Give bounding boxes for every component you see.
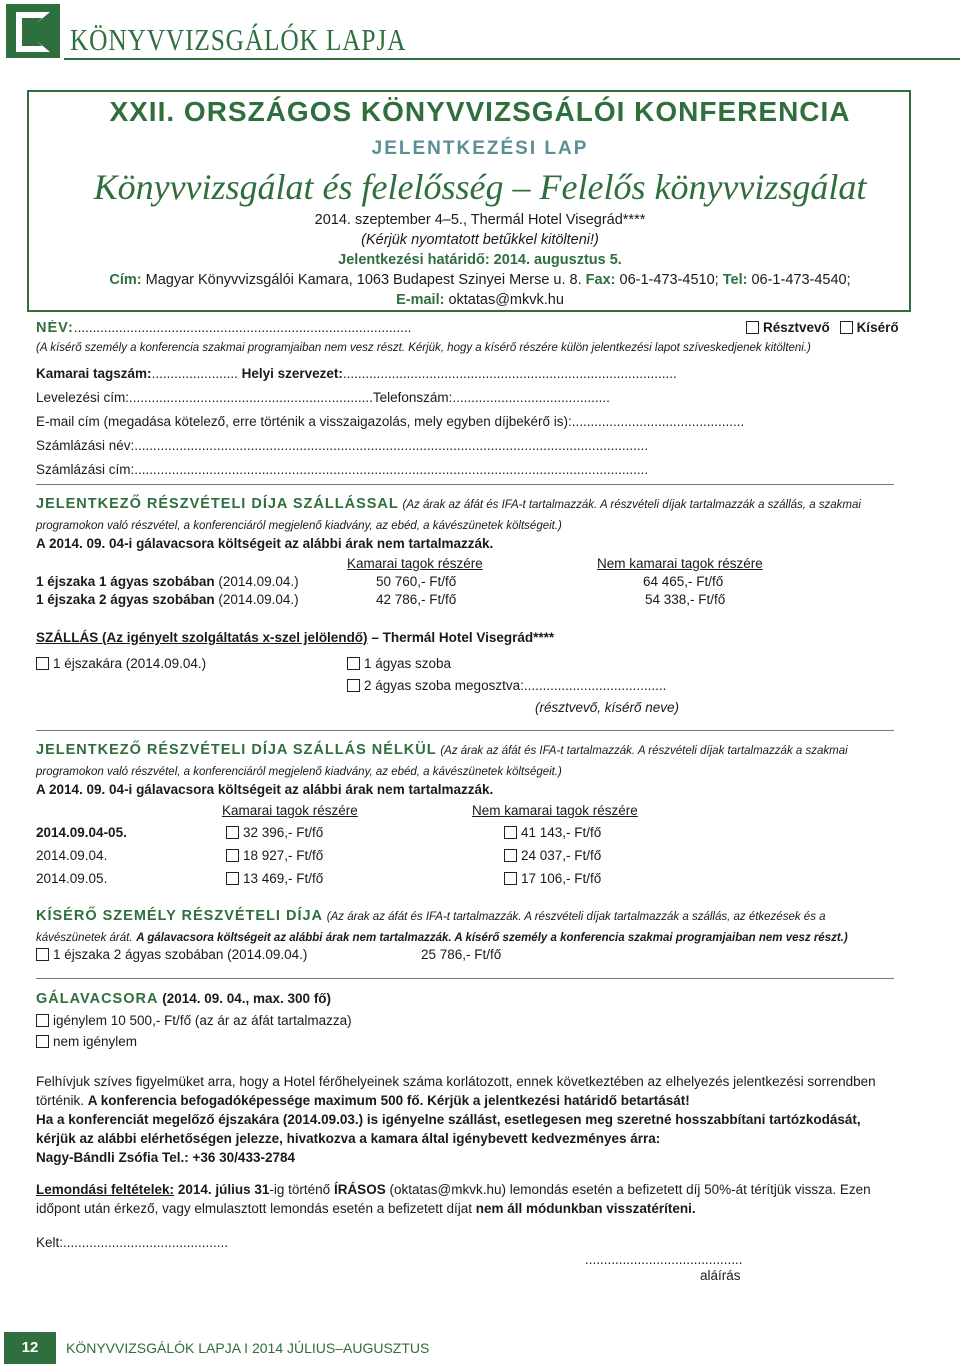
date-field[interactable]: ............................................ [63, 1235, 229, 1250]
sec1-col1: Kamarai tagok részére [347, 556, 483, 571]
billing-addr-row: Számlázási cím:......................................................................................................................................... [36, 462, 649, 477]
sec2-option: 13 469,- Ft/fő [226, 871, 323, 886]
email-row: E-mail cím (megadása kötelező, erre történik a visszaigazolás, mely egyben díjbekérő is):.............................................. [36, 414, 745, 429]
gala-heading: GÁLAVACSORA (2014. 09. 04., max. 300 fő) [36, 991, 332, 1007]
sec3-price: 25 786,- Ft/fő [421, 947, 502, 962]
sec1-row-1: 1 éjszaka 2 ágyas szobában (2014.09.04.) [36, 592, 299, 607]
participant-checkbox[interactable] [746, 321, 759, 334]
price-checkbox[interactable] [504, 872, 517, 885]
sec2-gala: A 2014. 09. 04-i gálavacsora költségeit az alábbi árak nem tartalmazzák. [36, 782, 494, 797]
name-row: NÉV:.......................................................................................... [36, 320, 412, 336]
header-title: KÖNYVVIZSGÁLÓK LAPJA [70, 22, 407, 57]
phone-field[interactable]: .......................................... [452, 390, 610, 405]
price-checkbox[interactable] [504, 826, 517, 839]
sec2-row-label: 2014.09.04-05. [36, 825, 127, 840]
price-checkbox[interactable] [226, 826, 239, 839]
sec1-gala: A 2014. 09. 04-i gálavacsora költségeit az alábbi árak nem tartalmazzák. [36, 536, 494, 551]
roommate-hint: (résztvevő, kísérő neve) [535, 700, 680, 715]
divider [36, 978, 894, 979]
header-rule [64, 58, 960, 60]
sec3-option: 1 éjszaka 2 ágyas szobában (2014.09.04.) [36, 947, 307, 962]
fill-note: (Kérjük nyomtatott betűkkel kitölteni!) [361, 232, 599, 248]
companion-room-checkbox[interactable] [36, 948, 49, 961]
gala-no-checkbox[interactable] [36, 1035, 49, 1048]
form-subtitle: JELENTKEZÉSI LAP [371, 138, 589, 159]
sec2-option: 18 927,- Ft/fő [226, 848, 323, 863]
date-row: Kelt:............................................ [36, 1235, 229, 1250]
price-checkbox[interactable] [504, 849, 517, 862]
sec1-intro: JELENTKEZŐ RÉSZVÉTELI DÍJA SZÁLLÁSSAL (Az árak az áfát és IFA-t tartalmazzák. A részvételi díjak tartalmazzák a szállás, a szakmai programokon való részvétel, a konferenciáról megjelenő kiadvány, az ebéd, a kávészünetek költségeit.) [36, 496, 861, 532]
sec3-intro: KÍSÉRŐ SZEMÉLY RÉSZVÉTELI DÍJA (Az árak az áfát és IFA-t tartalmazzák. A részvételi díjak tartalmazzák a szállás, az étkezések és a kávészünetek árát. A gálavacsora költségeit az alábbi árak nem tartalmazzák. A kísérő személy a konferencia szakmai programjaiban nem vesz részt.) [36, 908, 848, 944]
deadline: Jelentkezési határidő: 2014. augusztus 5. [338, 252, 622, 268]
email-field[interactable]: .............................................. [571, 414, 745, 429]
signature-line[interactable]: .......................................... [585, 1252, 743, 1267]
sec2-option: 41 143,- Ft/fő [504, 825, 601, 840]
footer-text: KÖNYVVIZSGÁLÓK LAPJA I 2014 JÚLIUS–AUGUSZTUS [66, 1340, 430, 1356]
name-field[interactable]: .......................................................................................... [73, 320, 412, 335]
page-header [0, 0, 960, 66]
lodging-night: 1 éjszakára (2014.09.04.) [36, 656, 206, 671]
gala-yes: igénylem 10 500,- Ft/fő (az ár az áfát tartalmazza) [36, 1013, 352, 1028]
page-number: 12 [4, 1332, 56, 1364]
sec2-row-label: 2014.09.04. [36, 848, 108, 863]
conference-motto: Könyvvizsgálat és felelősség – Felelős könyvvizsgálat [93, 167, 867, 207]
sec1-price: 54 338,- Ft/fő [645, 592, 726, 607]
price-checkbox[interactable] [226, 872, 239, 885]
single-room-checkbox[interactable] [347, 657, 360, 670]
double-room-checkbox[interactable] [347, 679, 360, 692]
sec1-row-0: 1 éjszaka 1 ágyas szobában (2014.09.04.) [36, 574, 299, 589]
sec2-intro: JELENTKEZŐ RÉSZVÉTELI DÍJA SZÁLLÁS NÉLKÜL (Az árak az áfát és IFA-t tartalmazzák. A részvételi díjak tartalmazzák a szakmai programokon való részvétel, a konferenciáról megjelenő kiadvány, az ebéd, a kávészünetek költségeit.) [36, 742, 848, 778]
member-row: Kamarai tagszám:....................... Helyi szervezet:......................................................................................... [36, 366, 677, 381]
role-options: Résztvevő Kísérő [746, 320, 899, 335]
date-place: 2014. szeptember 4–5., Thermál Hotel Visegrád**** [314, 212, 646, 228]
sec2-row-label: 2014.09.05. [36, 871, 108, 886]
lodging-double: 2 ágyas szoba megosztva:...................................... [347, 678, 666, 693]
sec2-col1: Kamarai tagok részére [222, 803, 358, 818]
price-checkbox[interactable] [226, 849, 239, 862]
billing-addr-field[interactable]: ......................................................................................................................................... [134, 462, 649, 477]
companion-checkbox[interactable] [840, 321, 853, 334]
cancellation-text: Lemondási feltételek: 2014. július 31-ig történő ÍRÁSOS (oktatas@mkvk.hu) lemondás esetén a befizetett díj 50%-át térítjük vissza. Ezen időpont után érkező, vagy elmulasztott lemondás esetén a befizetett díjat nem áll módunkban visszatéríteni. [36, 1182, 871, 1216]
divider [36, 484, 894, 485]
postal-row: Levelezési cím:.................................................................Telefonszám:.......................................... [36, 390, 610, 405]
companion-note: (A kísérő személy a konferencia szakmai programjaiban nem vesz részt. Kérjük, hogy a kísérő részére külön jelentkezési lapot szíveskedjenek kitölteni.) [36, 342, 811, 354]
sec2-option: 24 037,- Ft/fő [504, 848, 601, 863]
lodging-single: 1 ágyas szoba [347, 656, 451, 671]
notice-text: Felhívjuk szíves figyelmüket arra, hogy a Hotel férőhelyeinek száma korlátozott, ennek következtében az elhelyezés jelentkezési sorrendben történik. A konferencia befogadóképessége maximum 500 fő. Kérjük a jelentkezési határidő betartását! Ha a konferenciát megelőző éjszakára (2014.09.03.) is igényelne szállást, esetlegesen meg szeretné hosszabbítani tartózkodását, kérjük az alábbi elérhetőségen jelezze, hivatkozva a kamara által igénybevett kedvezményes árra: Nagy-Bándli Zsófia Tel.: +36 30/433-2784 [36, 1074, 876, 1165]
sec1-col2: Nem kamarai tagok részére [597, 556, 763, 571]
sec2-col2: Nem kamarai tagok részére [472, 803, 638, 818]
sec2-option: 32 396,- Ft/fő [226, 825, 323, 840]
roommate-field[interactable]: ...................................... [523, 678, 667, 693]
sec1-price: 42 786,- Ft/fő [376, 592, 457, 607]
local-org-field[interactable]: ......................................................................................... [342, 366, 677, 381]
member-no-field[interactable]: ....................... [151, 366, 238, 381]
lodging-heading: SZÁLLÁS (Az igényelt szolgáltatás x-szel jelölendő) – Thermál Hotel Visegrád**** [36, 630, 555, 645]
email-line: E-mail: oktatas@mkvk.hu [396, 292, 564, 308]
sec2-option: 17 106,- Ft/fő [504, 871, 601, 886]
contact-line: Cím: Magyar Könyvvizsgálói Kamara, 1063 Budapest Szinyei Merse u. 8. Fax: 06-1-473-4510; Tel: 06-1-473-4540; [109, 272, 851, 288]
sec1-price: 50 760,- Ft/fő [376, 574, 457, 589]
gala-yes-checkbox[interactable] [36, 1014, 49, 1027]
conference-title: XXII. ORSZÁGOS KÖNYVVIZSGÁLÓI KONFERENCIA [109, 96, 851, 127]
sec1-price: 64 465,- Ft/fő [643, 574, 724, 589]
magazine-logo [6, 4, 60, 58]
night-checkbox[interactable] [36, 657, 49, 670]
divider [36, 730, 894, 731]
signature-label: aláírás [700, 1268, 741, 1283]
billing-name-row: Számlázási név:......................................................................................................................................... [36, 438, 649, 453]
billing-name-field[interactable]: ......................................................................................................................................... [134, 438, 649, 453]
postal-field[interactable]: ................................................................. [129, 390, 373, 405]
gala-no: nem igénylem [36, 1034, 137, 1049]
